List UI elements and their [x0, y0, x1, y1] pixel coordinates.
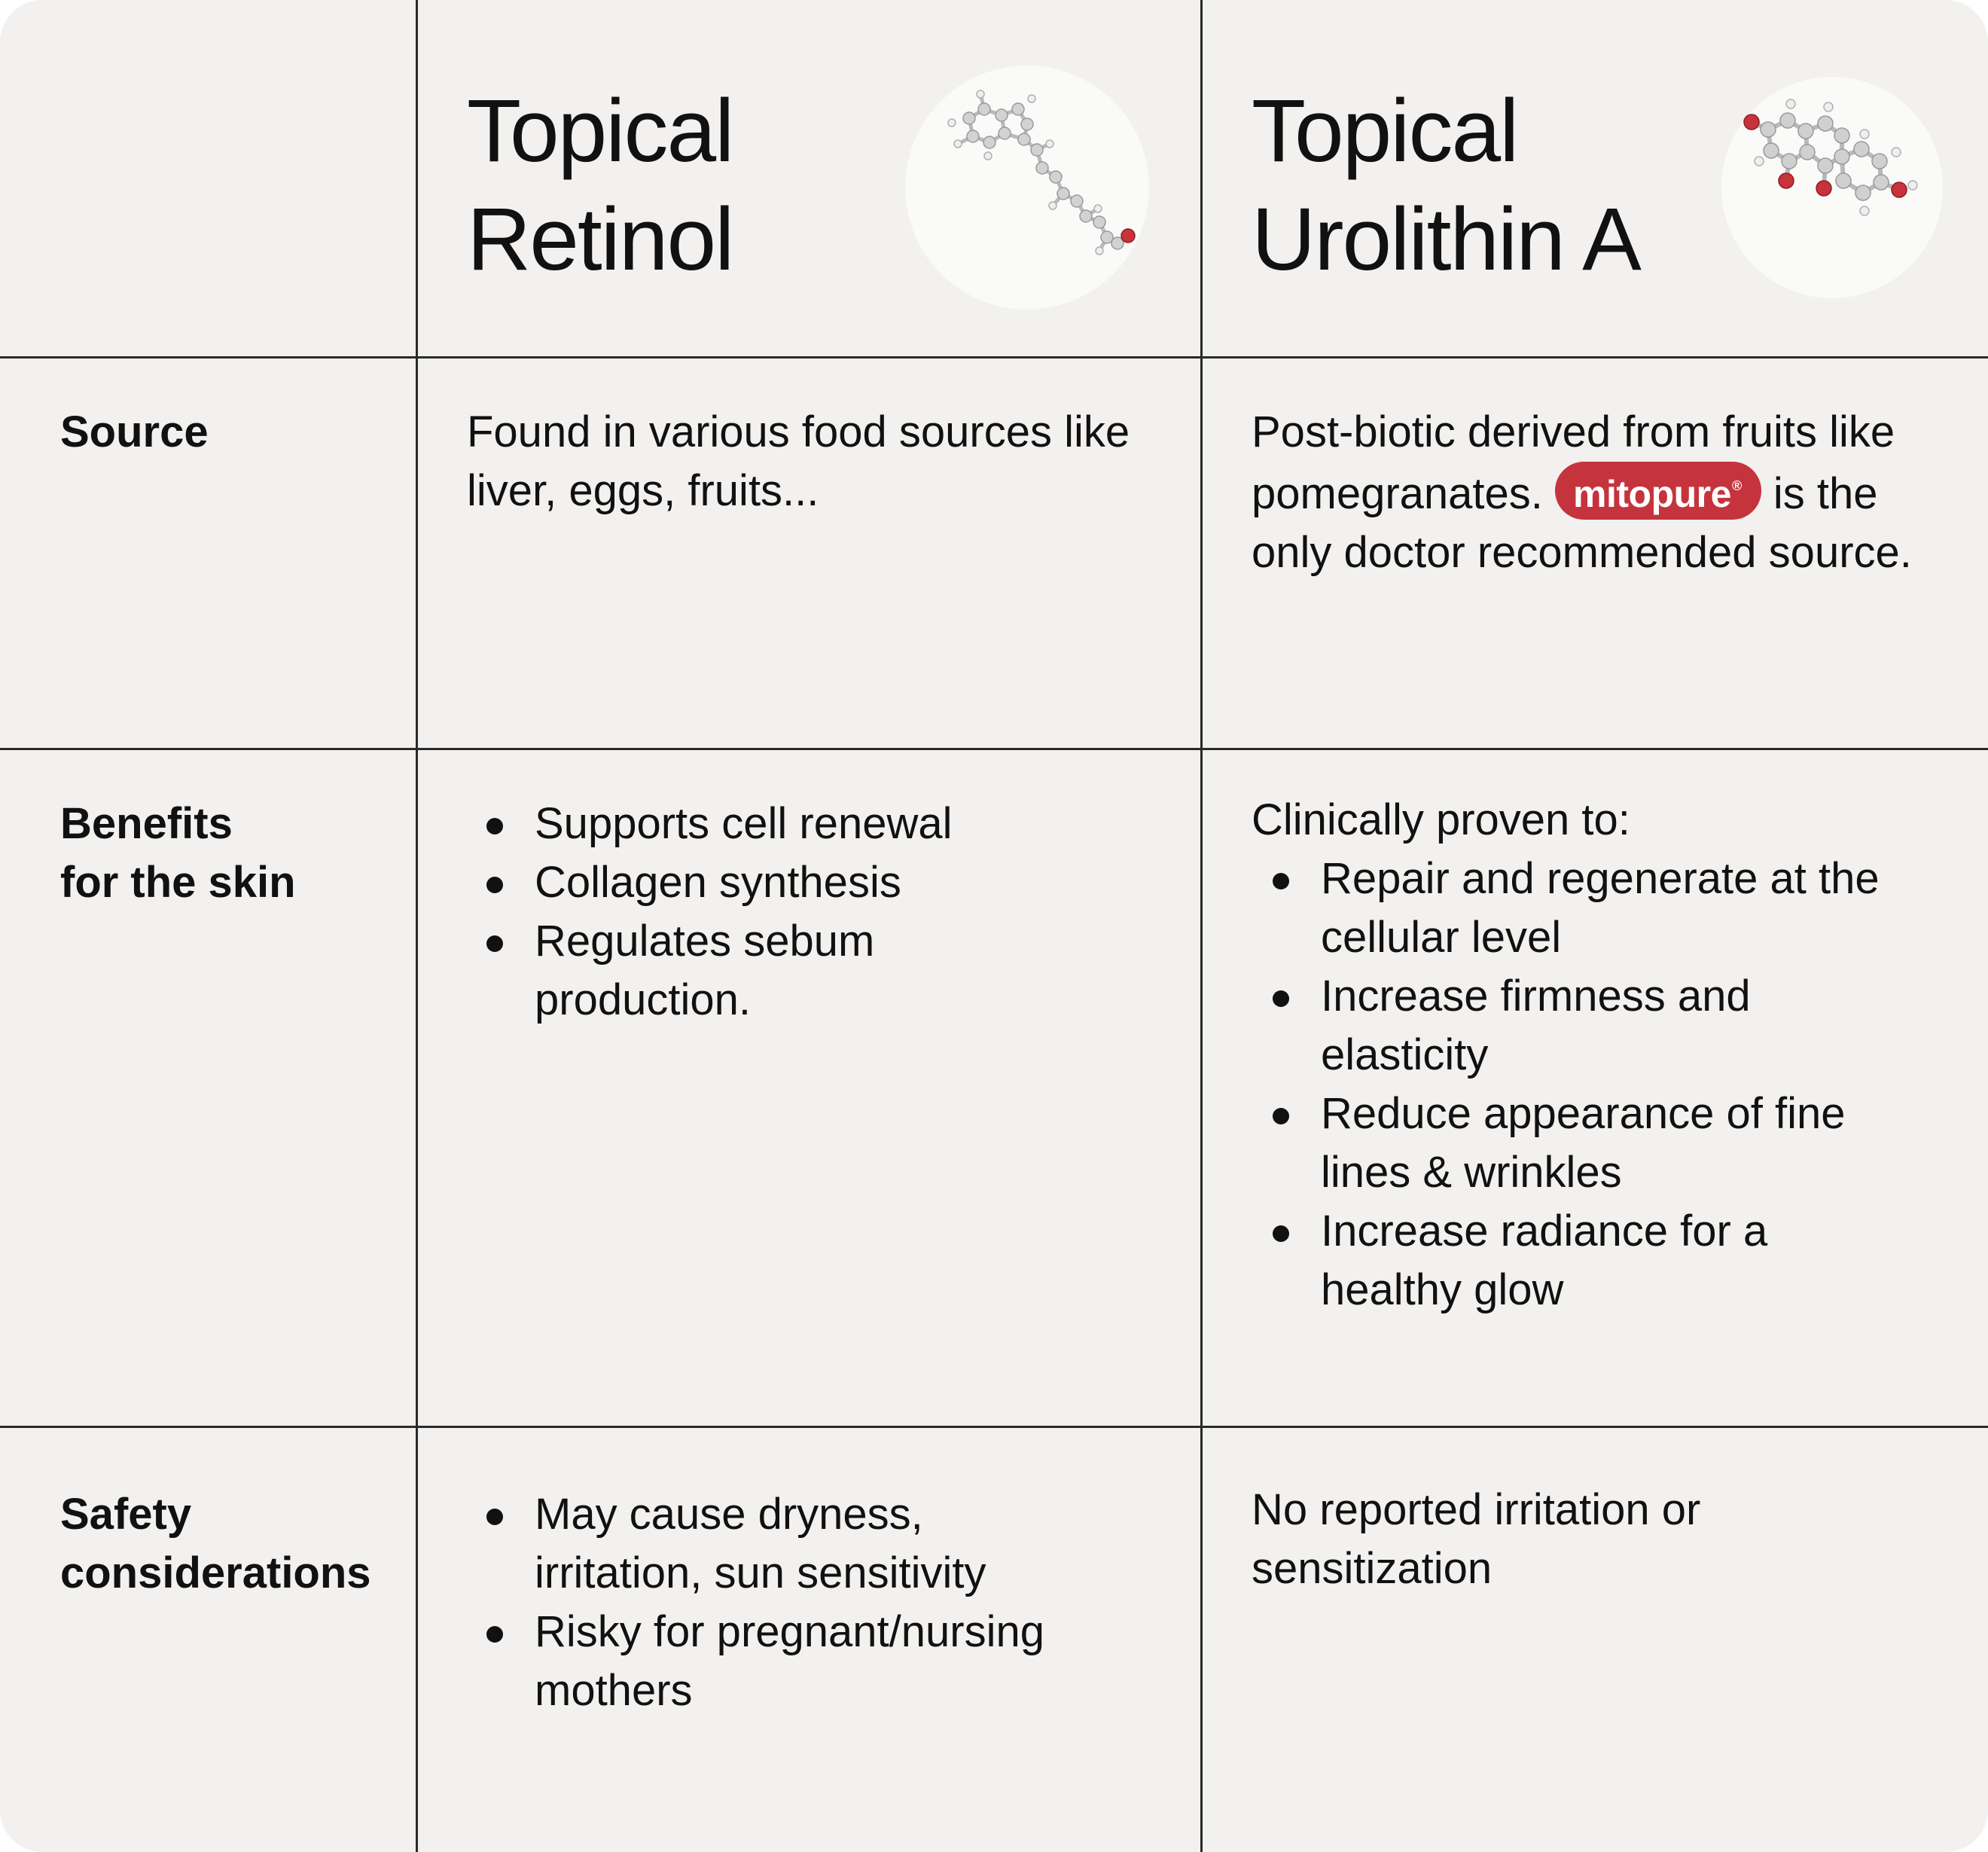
list-item: Increase firmness and elasticity [1253, 967, 1863, 1085]
safety-label-line-2: considerations [60, 1548, 371, 1597]
urolithin-benefits-intro: Clinically proven to: [1252, 795, 1630, 844]
list-item: Repair and regenerate at the cellular level [1253, 850, 1923, 967]
mitopure-badge-label: mitopure [1573, 473, 1731, 515]
retinol-benefits-list [467, 795, 1145, 1030]
source-row-label: Source [60, 407, 209, 456]
row-divider-header [0, 356, 1988, 359]
retinol-safety-cell [467, 1485, 1145, 1720]
benefits-row-label [60, 795, 296, 912]
list-item: Increase radiance for a healthy glow [1253, 1202, 1848, 1320]
list-item: Regulates sebum production. [467, 912, 956, 1030]
urolithin-safety-text: No reported irritation or sensitization [1252, 1485, 1701, 1593]
retinol-title-line-2: Retinol [467, 190, 733, 289]
list-item: May cause dryness, irritation, sun sensitivity [467, 1485, 1077, 1603]
urolithin-title-line-1: Topical [1252, 81, 1518, 181]
retinol-column-title [467, 77, 733, 294]
urolithin-a-molecule-icon [1721, 77, 1943, 298]
list-item: Risky for pregnant/nursing mothers [467, 1603, 1107, 1720]
benefits-label-line-1: Benefits [60, 799, 233, 848]
safety-row-label [60, 1485, 371, 1603]
registered-mark: ® [1731, 478, 1742, 493]
urolithin-source-text [1252, 403, 1929, 582]
urolithin-source-text-before: Post-biotic derived from fruits like pomegranates. [1252, 407, 1895, 518]
list-item: Reduce appearance of fine lines & wrinkles [1253, 1085, 1893, 1202]
safety-label-line-1: Safety [60, 1490, 192, 1539]
urolithin-benefits-cell [1252, 791, 1929, 1320]
mitopure-brand-badge [1555, 462, 1761, 520]
retinol-source-text: Found in various food sources like liver, eggs, fruits... [467, 407, 1130, 515]
benefits-label-line-2: for the skin [60, 858, 296, 907]
column-divider-2 [1200, 0, 1203, 1852]
urolithin-source-text-after: is the only doctor recommended source. [1252, 469, 1912, 577]
retinol-title-line-1: Topical [467, 81, 733, 181]
retinol-benefits-cell [467, 795, 1145, 1030]
row-divider-benefits [0, 1426, 1988, 1428]
retinol-molecule-icon [905, 66, 1149, 310]
row-divider-source [0, 748, 1988, 750]
urolithin-benefits-list [1253, 850, 1929, 1320]
list-item: Supports cell renewal [467, 795, 1002, 853]
list-item: Collagen synthesis [467, 853, 1002, 912]
retinol-safety-list [467, 1485, 1145, 1720]
urolithin-title-line-2: Urolithin A [1252, 190, 1640, 289]
column-divider-1 [416, 0, 418, 1852]
urolithin-column-title [1252, 77, 1640, 294]
